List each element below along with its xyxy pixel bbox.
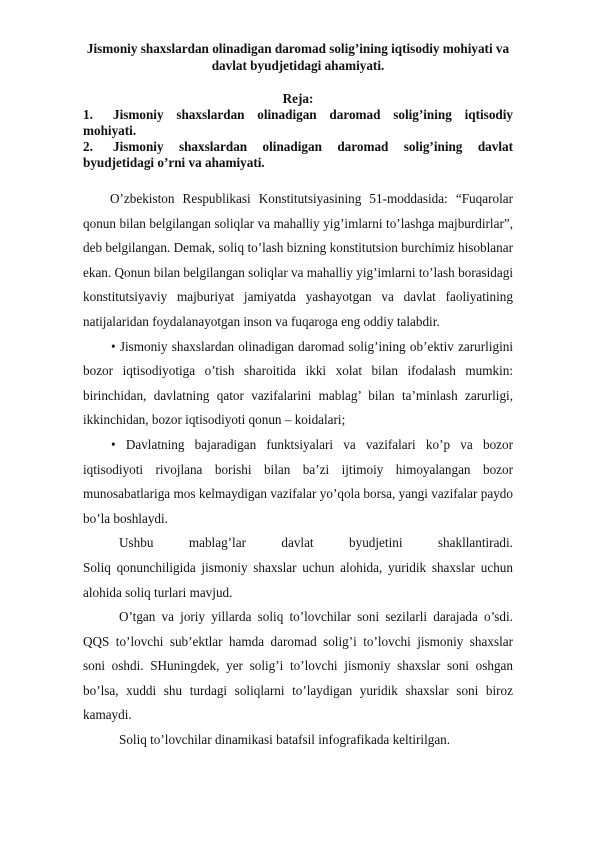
plan-item [83, 107, 513, 139]
plan-heading: Reja: [282, 91, 314, 106]
plan-list [83, 107, 513, 171]
document-page [83, 40, 513, 753]
paragraph-budget-first-line [83, 531, 513, 556]
plan-item-text: Jismoniy shaxslardan olinadigan daromad solig’ining davlat byudjetidagi o’rni va ahamiyati. [83, 139, 513, 170]
document-body [83, 187, 513, 753]
paragraph-bullet-functions: • Davlatning bajaradigan funktsiyalari va vazifalari ko’p va bozor iqtisodiyoti rivojlana borishi bilan ba’zi ijtimoiy himoyalangan bozor munosabatlariga mos kelmaydigan vazifalar yo’qola borsa, yangi vazifalar paydo bo’la boshlaydi. [83, 436, 513, 526]
plan-item-number: 2. [83, 139, 93, 154]
plan-item [83, 139, 513, 171]
plan-item-number: 1. [83, 107, 93, 122]
paragraph-taxpayers-growth: O’tgan va joriy yillarda soliq to’lovchilar soni sezilarli darajada o’sdi. QQS to’lovchi sub’ektlar hamda daromad solig’i to’lovchi jismoniy shaxslar soni oshdi. SHuningdek, yer solig’i to’lovchi jismoniy shaxslar soni oshgan bo’lsa, xuddi shu turdagi soliqlarni to’laydigan yuridik shaxslar soni biroz kamaydi. [83, 609, 513, 723]
paragraph-constitution: O’zbekiston Respublikasi Konstitutsiyasining 51-moddasida: “Fuqarolar qonun bilan belgilangan soliqlar va mahalliy yig’imlarni to’lashga majburdirlar”, deb belgilangan. Demak, soliq to’lash bizning konstitutsion burchimiz hisoblanar ekan. Qonun bilan belgilangan soliqlar va mahalliy yig’imlarni to’lash borasidagi konstitutsiyaviy majburiyat jamiyatda yashayotgan va davlat faoliyatining natijalaridan foydalanayotgan inson va fuqaroga eng oddiy talabdir. [83, 191, 513, 329]
paragraph-budget-rest: Soliq qonunchiligida jismoniy shaxslar uchun alohida, yuridik shaxslar uchun alohida soliq turlari mavjud. [83, 559, 513, 600]
plan-item-text: Jismoniy shaxslardan olinadigan daromad solig’ining iqtisodiy mohiyati. [83, 107, 513, 138]
word: mablag’lar [188, 535, 246, 551]
word: Ushbu [119, 535, 154, 551]
word: shakllantiradi. [437, 535, 513, 551]
word: byudjetini [349, 535, 403, 551]
paragraph-bullet-necessity: • Jismoniy shaxslardan olinadigan daromad solig’ining ob’ektiv zarurligini bozor iqtisodiyotiga o’tish sharoitida ikki xolat bilan ifodalash mumkin: birinchidan, davlatning qator vazifalarini mablag’ bilan ta’minlash zarurligi, ikkinchidan, bozor iqtisodiyoti qonun – koidalari; [83, 338, 513, 428]
paragraph-infographic-note: Soliq to’lovchilar dinamikasi batafsil infografikada keltirilgan. [119, 732, 451, 748]
document-title: Jismoniy shaxslardan olinadigan daromad solig’ining iqtisodiy mohiyati va davlat byudjetidagi ahamiyati. [86, 41, 510, 73]
word: davlat [281, 535, 314, 551]
